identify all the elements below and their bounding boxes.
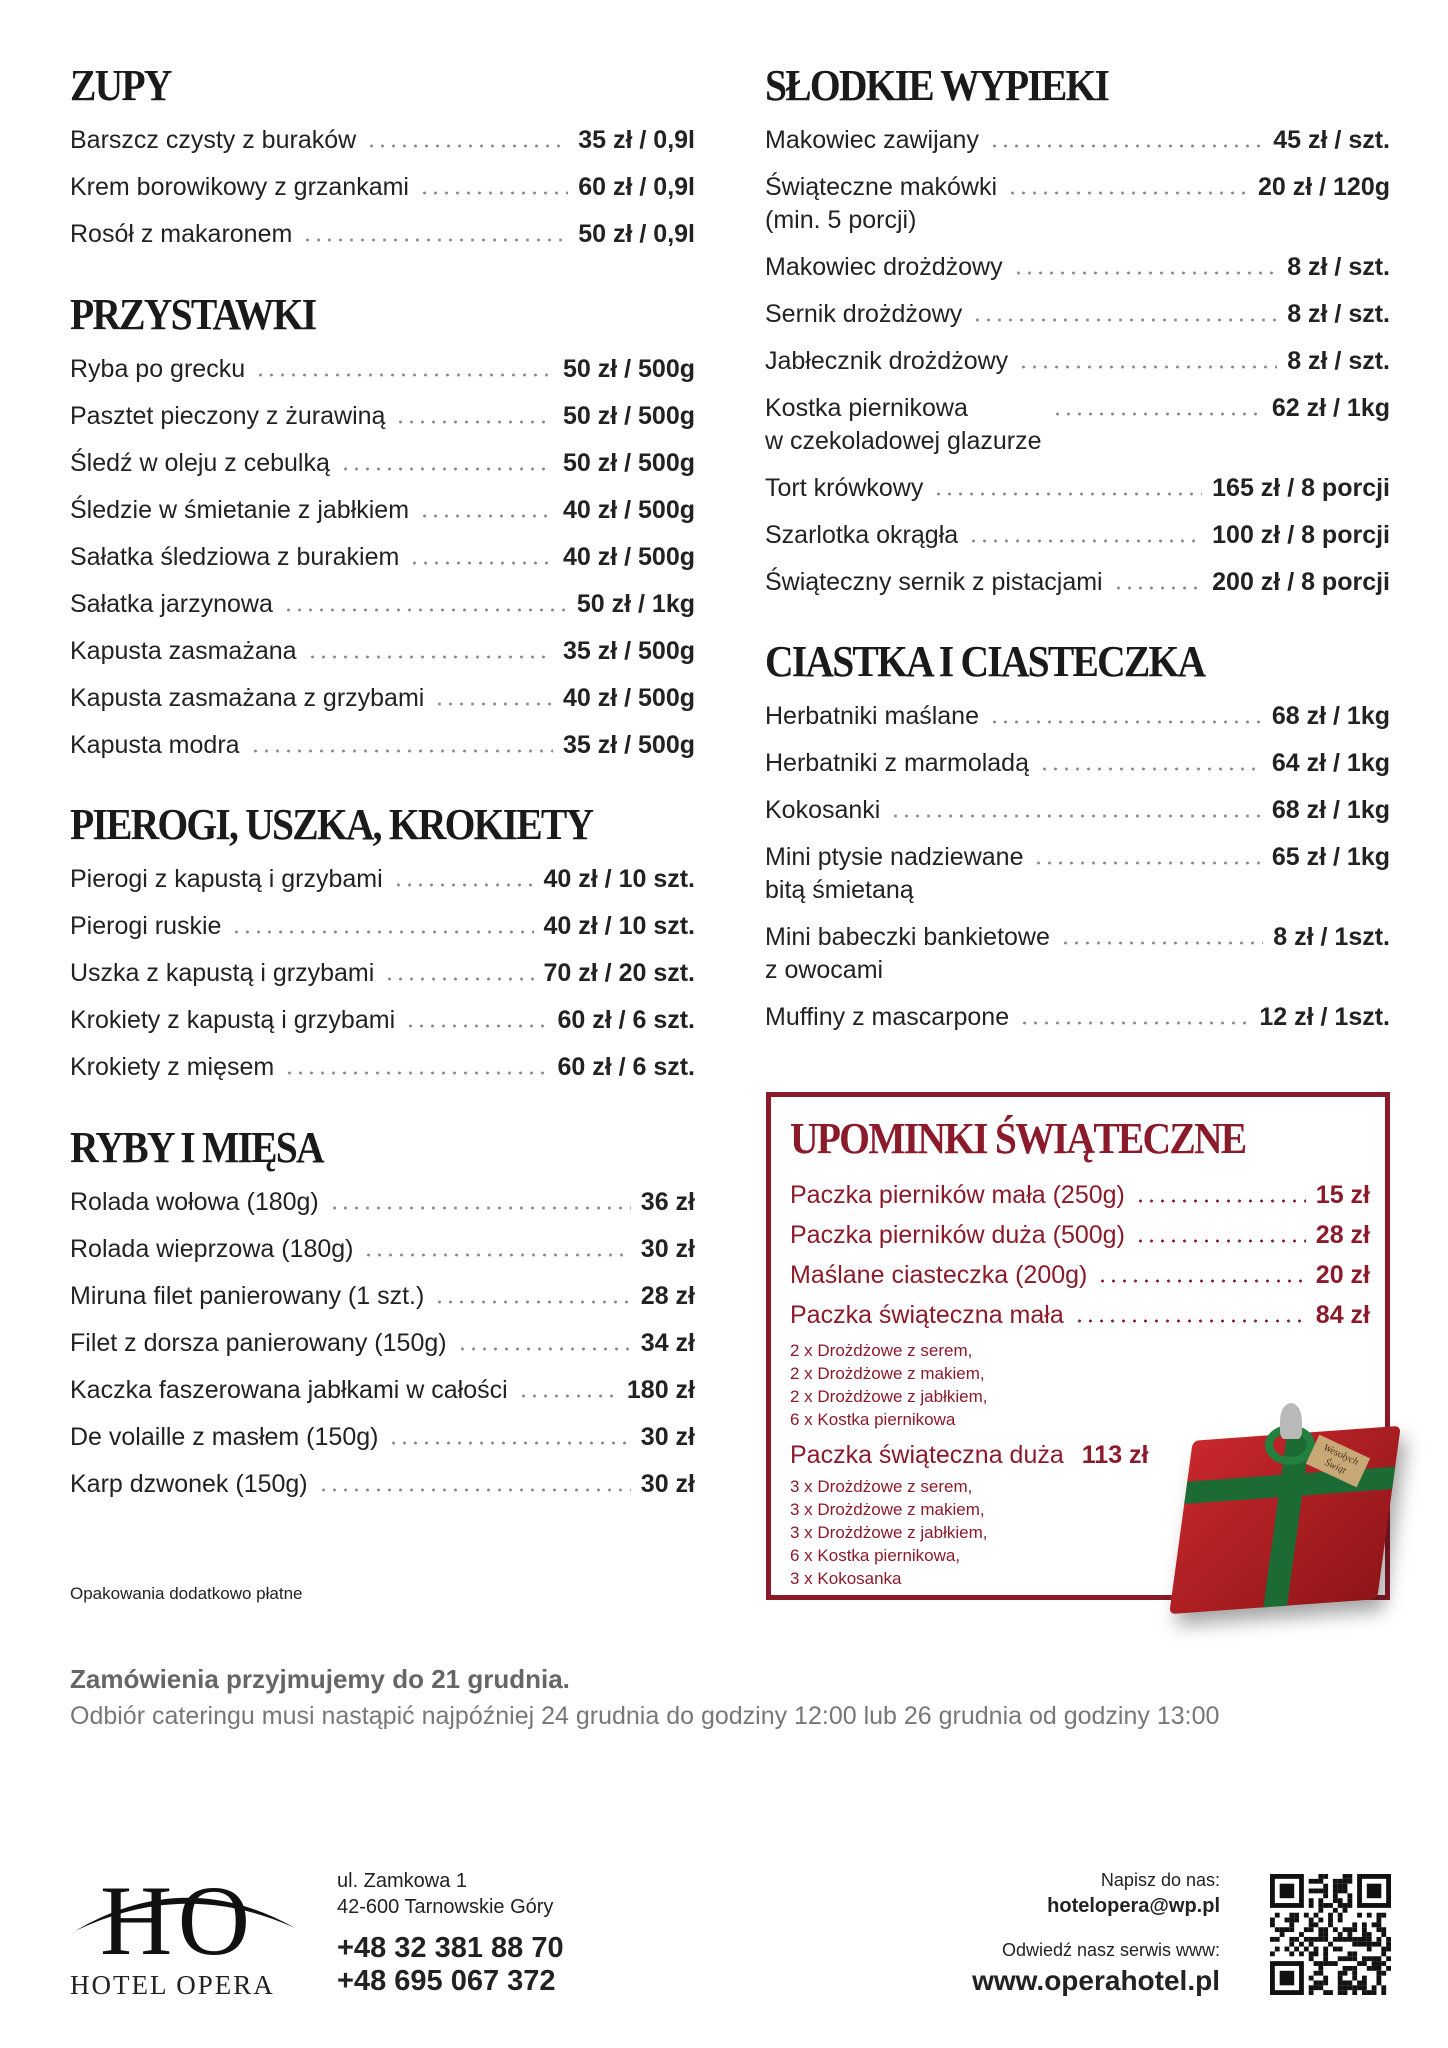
phone-2[interactable]: +48 695 067 372 (337, 1965, 556, 1997)
menu-item (70, 440, 695, 487)
dot-leader (968, 512, 1202, 559)
item-name: Tort krówkowy (765, 474, 924, 502)
dot-leader (972, 291, 1277, 338)
menu-section (765, 61, 1390, 606)
gift-box-image (1160, 1395, 1410, 1625)
menu-item (790, 1295, 1370, 1335)
item-name: Muffiny z mascarpone (765, 1003, 1010, 1031)
dot-leader (1018, 338, 1277, 385)
section-title: SŁODKIE WYPIEKI (765, 61, 1109, 110)
hotel-logo (70, 1866, 300, 2000)
menu-section (70, 61, 695, 258)
menu-item (70, 856, 695, 903)
item-price: 62 zł / 1kg (1271, 394, 1390, 422)
item-price: 165 zł / 8 porcji (1212, 474, 1390, 502)
dot-leader (283, 581, 567, 628)
email-label: Napisz do nas: (1100, 1870, 1220, 1890)
menu-item (765, 385, 1390, 465)
item-name: Miruna filet panierowany (1 szt.) (70, 1282, 425, 1310)
item-name: Sałatka śledziowa z burakiem (70, 543, 400, 571)
menu-section (70, 1123, 695, 1508)
dot-leader (419, 487, 553, 534)
item-price: 40 zł / 10 szt. (543, 912, 695, 940)
dot-leader (255, 346, 553, 393)
item-price: 20 zł / 120g (1257, 173, 1390, 201)
gift-tag: Wesołych Świąt (1306, 1435, 1370, 1488)
menu-item (70, 1414, 695, 1461)
pickup-info: Odbiór cateringu musi nastąpić najpóźniej 24 grudnia do godziny 12:00 lub 26 grudnia od godziny 13:00 (70, 1702, 1220, 1730)
dot-leader (434, 1273, 630, 1320)
menu-item (70, 211, 695, 258)
item-name: Herbatniki maślane (765, 702, 979, 730)
package-content-line: 6 x Kostka piernikowa (790, 1410, 956, 1429)
dot-leader (1052, 385, 1262, 432)
package-content-line: 3 x Drożdżowe z serem, (790, 1477, 973, 1496)
dot-leader (409, 534, 553, 581)
address-line2: 42-600 Tarnowskie Góry (337, 1896, 554, 1918)
menu-item (70, 1273, 695, 1320)
menu-item (765, 117, 1390, 164)
menu-item (790, 1215, 1370, 1255)
website-link[interactable]: www.operahotel.pl (972, 1965, 1220, 1996)
item-price: 35 zł / 500g (562, 637, 695, 665)
item-price: 30 zł (640, 1470, 695, 1498)
item-price: 30 zł (640, 1235, 695, 1263)
item-price: 70 zł / 20 szt. (543, 959, 695, 987)
menu-item (70, 487, 695, 534)
item-name: Sałatka jarzynowa (70, 590, 273, 618)
item-price: 8 zł / szt. (1287, 347, 1390, 375)
item-price: 34 zł (640, 1329, 695, 1357)
menu-item (70, 997, 695, 1044)
item-price: 45 zł / szt. (1273, 126, 1390, 154)
item-price: 28 zł (640, 1282, 695, 1310)
item-name: Pasztet pieczony z żurawiną (70, 402, 386, 430)
menu-item (70, 164, 695, 211)
item-price: 40 zł / 500g (562, 496, 695, 524)
item-name: Mini ptysie nadziewane bitą śmietaną (765, 843, 1024, 904)
item-price: 65 zł / 1kg (1271, 843, 1390, 871)
gifts-title: UPOMINKI ŚWIĄTECZNE (790, 1114, 1246, 1163)
menu-item (70, 117, 695, 164)
menu-item (765, 559, 1390, 606)
item-price: 200 zł / 8 porcji (1212, 568, 1390, 596)
package-content-line: 3 x Drożdżowe z makiem, (790, 1500, 985, 1519)
dot-leader (1007, 164, 1248, 211)
menu-item (70, 1226, 695, 1273)
item-price: 8 zł / szt. (1287, 253, 1390, 281)
menu-item (765, 914, 1390, 994)
item-price: 60 zł / 0,9l (578, 173, 695, 201)
item-name: Świąteczne makówki (min. 5 porcji) (765, 173, 998, 234)
item-name: Śledzie w śmietanie z jabłkiem (70, 496, 410, 524)
item-name: Rolada wołowa (180g) (70, 1188, 319, 1216)
item-price: 60 zł / 6 szt. (557, 1053, 695, 1081)
item-price: 100 zł / 8 porcji (1212, 521, 1390, 549)
menu-item (765, 994, 1390, 1041)
item-name: Mini babeczki bankietowe z owocami (765, 923, 1050, 984)
email-link[interactable]: hotelopera@wp.pl (1047, 1895, 1220, 1917)
menu-item (70, 1179, 695, 1226)
menu-item (70, 950, 695, 997)
menu-item (790, 1175, 1370, 1215)
item-price: 8 zł / szt. (1287, 300, 1390, 328)
dot-leader (457, 1320, 631, 1367)
menu-item (70, 675, 695, 722)
item-price: 60 zł / 6 szt. (557, 1006, 695, 1034)
menu-item (765, 834, 1390, 914)
item-price: 40 zł / 10 szt. (543, 865, 695, 893)
dot-leader (1039, 740, 1262, 787)
package-content-line: 2 x Drożdżowe z serem, (790, 1341, 973, 1360)
item-price: 20 zł (1315, 1261, 1370, 1289)
dot-leader (1135, 1175, 1306, 1215)
item-name: Jabłecznik drożdżowy (765, 347, 1009, 375)
item-name: Kapusta zasmażana z grzybami (70, 684, 425, 712)
ho-logo-icon (70, 1866, 300, 1961)
menu-item (70, 628, 695, 675)
menu-item (765, 740, 1390, 787)
menu-item (765, 164, 1390, 244)
dot-leader (1013, 244, 1278, 291)
item-price: 50 zł / 0,9l (578, 220, 695, 248)
menu-item (765, 787, 1390, 834)
packaging-note: Opakowania dodatkowo płatne (70, 1584, 303, 1603)
menu-item (765, 465, 1390, 512)
package-content-line: 3 x Drożdżowe z jabłkiem, (790, 1523, 988, 1542)
item-price: 68 zł / 1kg (1271, 796, 1390, 824)
item-price: 50 zł / 1kg (576, 590, 695, 618)
phone-1[interactable]: +48 32 381 88 70 (337, 1932, 564, 1964)
dot-leader (388, 1414, 630, 1461)
menu-item (765, 244, 1390, 291)
dot-leader (307, 628, 553, 675)
dot-leader (231, 903, 533, 950)
item-price: 113 zł (1081, 1441, 1149, 1469)
item-name: Ryba po grecku (70, 355, 246, 383)
item-name: Paczka świąteczna duża (790, 1441, 1064, 1469)
dot-leader (384, 950, 533, 997)
item-name: Kaczka faszerowana jabłkami w całości (70, 1376, 508, 1404)
item-price: 35 zł / 500g (562, 731, 695, 759)
dot-leader (250, 722, 553, 769)
item-price: 8 zł / 1szt. (1273, 923, 1390, 951)
item-name: Paczka świąteczna mała (790, 1301, 1064, 1329)
dot-leader (1074, 1295, 1306, 1335)
item-price: 12 zł / 1szt. (1259, 1003, 1390, 1031)
item-price: 84 zł (1315, 1301, 1370, 1329)
dot-leader (329, 1179, 631, 1226)
website-label: Odwiedź nasz serwis www: (1001, 1940, 1220, 1960)
dot-leader (363, 1226, 630, 1273)
menu-item (70, 1044, 695, 1091)
menu-item (70, 346, 695, 393)
menu-item (70, 534, 695, 581)
dot-leader (518, 1367, 617, 1414)
menu-item (70, 1367, 695, 1414)
item-price: 64 zł / 1kg (1271, 749, 1390, 777)
item-price: 40 zł / 500g (562, 543, 695, 571)
dot-leader (318, 1461, 631, 1508)
dot-leader (395, 393, 553, 440)
item-price: 28 zł (1315, 1221, 1370, 1249)
item-name: Rosół z makaronem (70, 220, 293, 248)
item-name: Krokiety z mięsem (70, 1053, 275, 1081)
menu-item (70, 581, 695, 628)
menu-section (70, 290, 695, 769)
dot-leader (1060, 914, 1263, 961)
menu-section (765, 637, 1390, 1041)
dot-leader (1033, 834, 1261, 881)
item-name: Maślane ciasteczka (200g) (790, 1261, 1088, 1289)
menu-item (70, 393, 695, 440)
dot-leader (933, 465, 1202, 512)
logo-name: HOTEL OPERA (70, 1970, 275, 2000)
large-package-row (790, 1435, 1210, 1475)
dot-leader (419, 164, 568, 211)
section-title: PRZYSTAWKI (70, 290, 316, 339)
item-name: Makowiec zawijany (765, 126, 979, 154)
menu-item (70, 1320, 695, 1367)
item-price: 68 zł / 1kg (1271, 702, 1390, 730)
item-price: 15 zł (1315, 1181, 1370, 1209)
item-name: Kapusta zasmażana (70, 637, 297, 665)
menu-item (70, 1461, 695, 1508)
item-name: Szarlotka okrągła (765, 521, 959, 549)
item-name: Kokosanki (765, 796, 881, 824)
dot-leader (366, 117, 568, 164)
item-price: 40 zł / 500g (562, 684, 695, 712)
dot-leader (302, 211, 568, 258)
menu-item (70, 903, 695, 950)
dot-leader (340, 440, 553, 487)
item-name: Śledź w oleju z cebulką (70, 449, 330, 477)
item-price: 50 zł / 500g (562, 355, 695, 383)
dot-leader (434, 675, 553, 722)
dot-leader (284, 1044, 547, 1091)
package-content-line: 2 x Drożdżowe z makiem, (790, 1364, 985, 1383)
item-name: Kostka piernikowa w czekoladowej glazurze (765, 394, 1042, 455)
section-title: ZUPY (70, 61, 171, 110)
item-price: 50 zł / 500g (562, 402, 695, 430)
item-price: 35 zł / 0,9l (578, 126, 695, 154)
item-name: Krem borowikowy z grzankami (70, 173, 409, 201)
menu-item (765, 338, 1390, 385)
item-name: Rolada wieprzowa (180g) (70, 1235, 354, 1263)
item-name: Sernik drożdżowy (765, 300, 963, 328)
item-name: Paczka pierników mała (250g) (790, 1181, 1125, 1209)
item-price: 180 zł (626, 1376, 695, 1404)
item-name: Karp dzwonek (150g) (70, 1470, 308, 1498)
dot-leader (393, 856, 534, 903)
qr-code-icon[interactable] (1270, 1874, 1391, 1995)
svg-text:HO: HO (100, 1866, 250, 1961)
section-title: RYBY I MIĘSA (70, 1123, 323, 1172)
item-name: Kapusta modra (70, 731, 240, 759)
package-content-line: 2 x Drożdżowe z jabłkiem, (790, 1387, 988, 1406)
item-name: Filet z dorsza panierowany (150g) (70, 1329, 447, 1357)
dot-leader (1097, 1255, 1305, 1295)
menu-item (790, 1255, 1370, 1295)
item-name: Makowiec drożdżowy (765, 253, 1003, 281)
item-name: De volaille z masłem (150g) (70, 1423, 379, 1451)
menu-item (765, 291, 1390, 338)
item-price: 36 zł (640, 1188, 695, 1216)
dot-leader (1019, 994, 1249, 1041)
package-content-line: 3 x Kokosanka (790, 1569, 902, 1588)
item-price: 50 zł / 500g (562, 449, 695, 477)
item-name: Herbatniki z marmoladą (765, 749, 1029, 777)
dot-leader (1113, 559, 1203, 606)
item-name: Pierogi z kapustą i grzybami (70, 865, 383, 893)
dot-leader (405, 997, 547, 1044)
item-name: Krokiety z kapustą i grzybami (70, 1006, 396, 1034)
item-name: Uszka z kapustą i grzybami (70, 959, 375, 987)
dot-leader (989, 693, 1262, 740)
menu-item (765, 693, 1390, 740)
item-name: Świąteczny sernik z pistacjami (765, 568, 1103, 596)
menu-section (70, 800, 695, 1091)
package-content-line: 6 x Kostka piernikowa, (790, 1546, 961, 1565)
dot-leader (989, 117, 1263, 164)
menu-item (765, 512, 1390, 559)
gifts-list (790, 1175, 1370, 1335)
section-title: CIASTKA I CIASTECZKA (765, 637, 1205, 686)
item-name: Pierogi ruskie (70, 912, 222, 940)
item-name: Paczka pierników duża (500g) (790, 1221, 1125, 1249)
item-price: 30 zł (640, 1423, 695, 1451)
item-name: Barszcz czysty z buraków (70, 126, 357, 154)
address-line1: ul. Zamkowa 1 (337, 1870, 468, 1892)
dot-leader (890, 787, 1262, 834)
menu-item (70, 722, 695, 769)
order-deadline: Zamówienia przyjmujemy do 21 grudnia. (70, 1664, 570, 1694)
dot-leader (1135, 1215, 1306, 1255)
section-title: PIEROGI, USZKA, KROKIETY (70, 800, 593, 849)
